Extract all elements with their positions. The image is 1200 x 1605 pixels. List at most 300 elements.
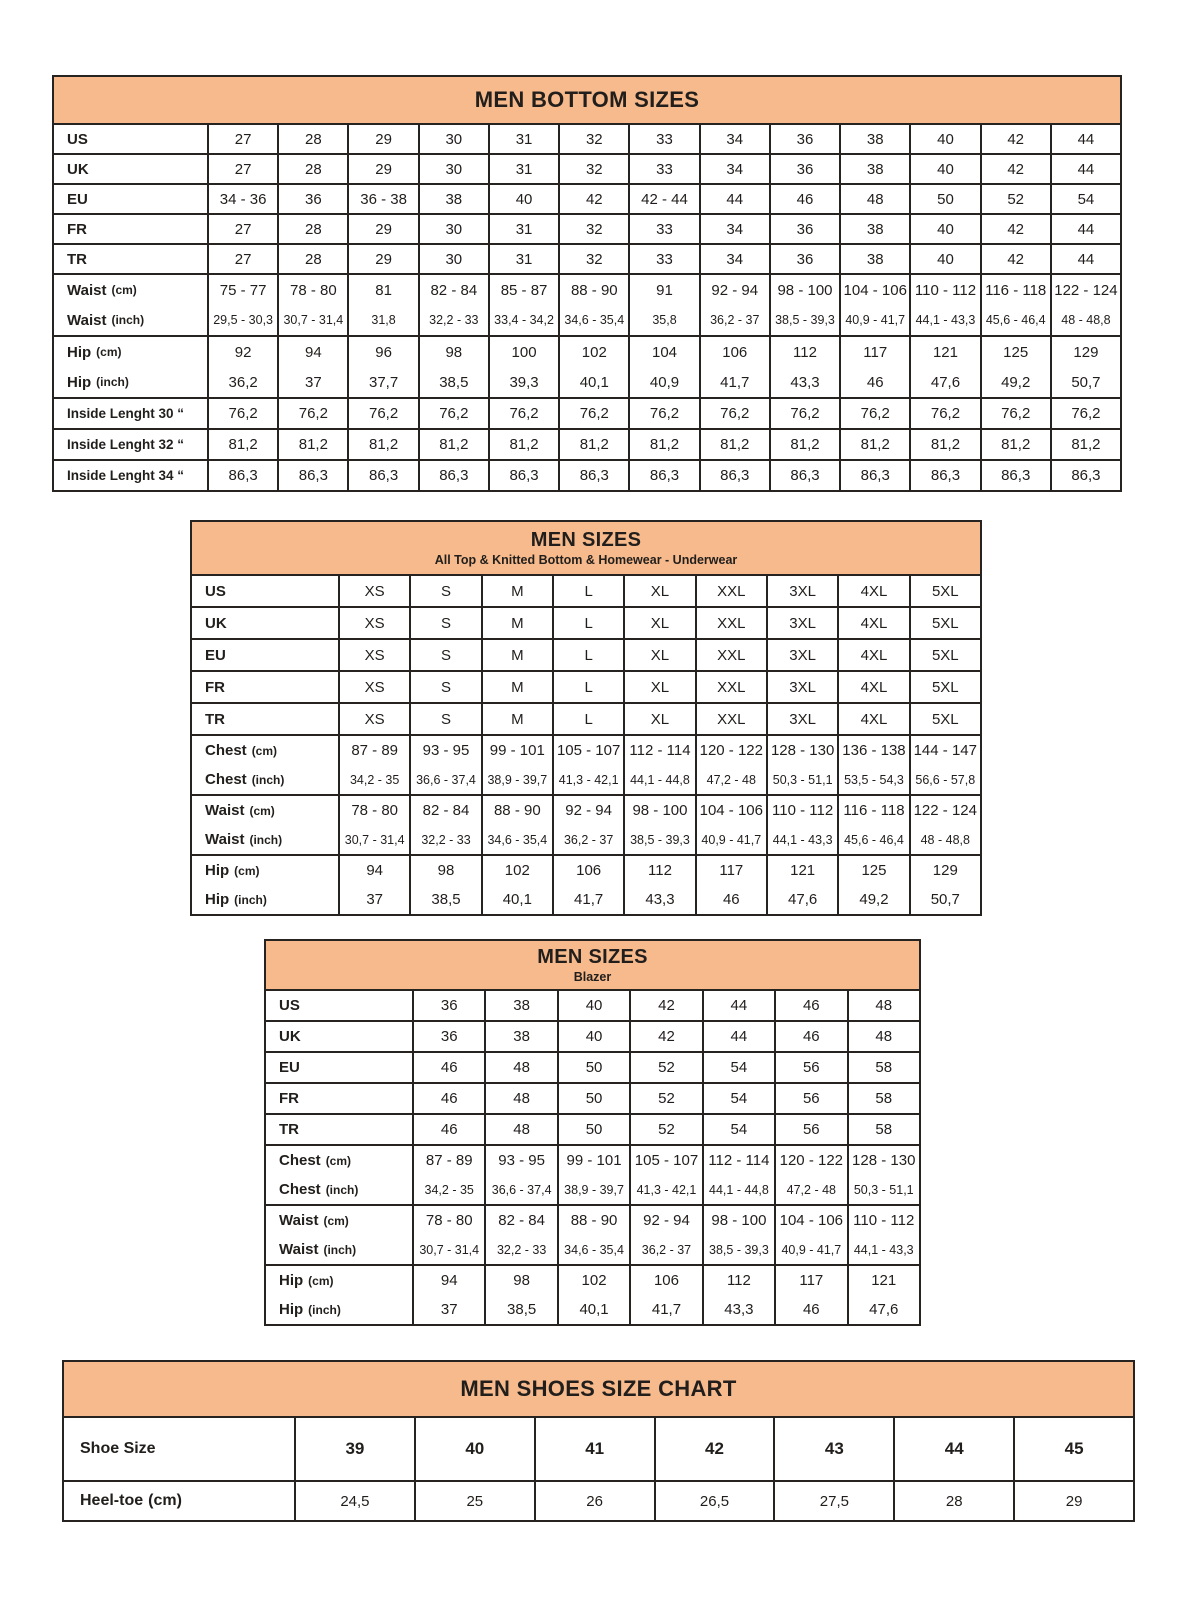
value-cell: 82 - 84 (484, 1206, 556, 1235)
label-unit: (cm) (325, 1153, 352, 1168)
value-cell: 25 (414, 1482, 534, 1520)
tr-row (266, 1115, 919, 1146)
value-cell: 28 (277, 245, 347, 273)
value-cell: 76,2 (277, 399, 347, 428)
value-cell: 48 (839, 185, 909, 213)
value-cell: 40,9 (628, 367, 698, 397)
value-cell: 31 (488, 125, 558, 153)
row-line (192, 704, 980, 734)
value-cell: 42 (980, 155, 1050, 183)
value-cell: 41,7 (629, 1295, 701, 1324)
row-line (192, 608, 980, 638)
value-cell: 30,7 - 31,4 (277, 305, 347, 335)
row-line (54, 305, 1120, 335)
value-cell: 44 (1050, 245, 1120, 273)
value-cell: 46 (774, 991, 846, 1020)
row-label (192, 576, 338, 606)
value-cell: 31,8 (347, 305, 417, 335)
value-cell: 36,2 - 37 (629, 1235, 701, 1264)
row-line (54, 275, 1120, 305)
value-cell: 78 - 80 (277, 275, 347, 305)
value-cell: 44 (699, 185, 769, 213)
hip-row (54, 337, 1120, 399)
men-bottom-sizes-table (52, 75, 1122, 492)
value-cell: XL (623, 640, 694, 670)
uk-row (266, 1022, 919, 1053)
value-cell: 40 (557, 991, 629, 1020)
row-label (192, 608, 338, 638)
value-cell: 26 (534, 1482, 654, 1520)
table-header (64, 1362, 1133, 1418)
value-cell: M (481, 640, 552, 670)
value-cell: 116 - 118 (980, 275, 1050, 305)
value-cell: 45 (1013, 1418, 1133, 1480)
hip-row (266, 1266, 919, 1324)
label-text: Inside Lenght 30 “ (67, 406, 185, 421)
value-cell: 37 (412, 1295, 484, 1324)
value-cell: 33 (628, 125, 698, 153)
value-cell: 48 (484, 1084, 556, 1113)
value-cell: 3XL (766, 704, 837, 734)
value-cell: 36 (769, 215, 839, 243)
value-cell: 31 (488, 155, 558, 183)
value-cell: 86,3 (418, 461, 488, 490)
value-cell: 49,2 (980, 367, 1050, 397)
value-cell: 112 - 114 (623, 736, 694, 765)
row-label (192, 856, 338, 885)
value-cell: 40 (909, 125, 979, 153)
value-cell: 42 - 44 (628, 185, 698, 213)
value-cell: 94 (412, 1266, 484, 1295)
tr-row (192, 704, 980, 736)
value-cell: 30 (418, 245, 488, 273)
value-cell: 40,9 - 41,7 (839, 305, 909, 335)
row-label (54, 275, 207, 305)
value-cell: 3XL (766, 672, 837, 702)
value-cell: 32 (558, 155, 628, 183)
value-cell: XXL (695, 704, 766, 734)
row-label (64, 1418, 294, 1480)
value-cell: 46 (774, 1022, 846, 1051)
label-unit: (inch) (325, 1182, 359, 1197)
value-cell: 42 (654, 1418, 774, 1480)
label-unit: (inch) (234, 892, 267, 907)
value-cell: 122 - 124 (909, 796, 980, 825)
value-cell: 29,5 - 30,3 (207, 305, 277, 335)
value-cell: 92 (207, 337, 277, 367)
value-cell: 86,3 (558, 461, 628, 490)
row-line (266, 1295, 919, 1324)
value-cell: 38,9 - 39,7 (557, 1175, 629, 1204)
value-cell: 112 (702, 1266, 774, 1295)
value-cell: 48 - 48,8 (909, 825, 980, 854)
row-line (64, 1482, 1133, 1520)
value-cell: XS (338, 608, 409, 638)
hip-row (192, 856, 980, 914)
value-cell: 117 (774, 1266, 846, 1295)
value-cell: 36 (412, 1022, 484, 1051)
value-cell: 58 (847, 1053, 919, 1082)
value-cell: 88 - 90 (557, 1206, 629, 1235)
label-unit: (cm) (96, 345, 122, 359)
value-cell: 33,4 - 34,2 (488, 305, 558, 335)
value-cell: 93 - 95 (409, 736, 480, 765)
row-line (266, 991, 919, 1020)
label-unit: (cm) (308, 1273, 334, 1288)
value-cell: 50,7 (1050, 367, 1120, 397)
men-sizes-tops-table (190, 520, 982, 916)
value-cell: 41 (534, 1418, 654, 1480)
value-cell: 106 (552, 856, 623, 885)
value-cell: 33 (628, 155, 698, 183)
value-cell: 100 (488, 337, 558, 367)
value-cell: 81,2 (207, 430, 277, 459)
value-cell: 4XL (837, 640, 908, 670)
row-line (266, 1022, 919, 1051)
men-sizes-blazer-table (264, 939, 921, 1326)
table-header (54, 77, 1120, 125)
value-cell: 117 (839, 337, 909, 367)
value-cell: 40 (488, 185, 558, 213)
value-cell: 34,6 - 35,4 (481, 825, 552, 854)
value-cell: 125 (837, 856, 908, 885)
value-cell: 98 (418, 337, 488, 367)
value-cell: 128 - 130 (766, 736, 837, 765)
label-text: UK (67, 160, 89, 178)
value-cell: 39,3 (488, 367, 558, 397)
value-cell: 45,6 - 46,4 (980, 305, 1050, 335)
value-cell: 106 (629, 1266, 701, 1295)
value-cell: 44 (1050, 155, 1120, 183)
value-cell: 56,6 - 57,8 (909, 765, 980, 794)
value-cell: 40,1 (481, 885, 552, 914)
value-cell: 38 (484, 991, 556, 1020)
value-cell: 86,3 (769, 461, 839, 490)
value-cell: 41,3 - 42,1 (552, 765, 623, 794)
value-cell: 88 - 90 (558, 275, 628, 305)
value-cell: 76,2 (769, 399, 839, 428)
us-row (54, 125, 1120, 155)
value-cell: 76,2 (909, 399, 979, 428)
value-cell: XS (338, 672, 409, 702)
chest-row (192, 736, 980, 796)
value-cell: 44 (702, 1022, 774, 1051)
value-cell: 38 (839, 245, 909, 273)
value-cell: 42 (980, 245, 1050, 273)
value-cell: 86,3 (207, 461, 277, 490)
label-unit: (cm) (251, 743, 278, 758)
value-cell: M (481, 672, 552, 702)
value-cell: 50 (557, 1053, 629, 1082)
value-cell: 24,5 (294, 1482, 414, 1520)
value-cell: 44,1 - 43,3 (766, 825, 837, 854)
label-unit: (cm) (111, 283, 137, 297)
value-cell: 81,2 (980, 430, 1050, 459)
value-cell: 99 - 101 (557, 1146, 629, 1175)
value-cell: 136 - 138 (837, 736, 908, 765)
value-cell: 43,3 (623, 885, 694, 914)
value-cell: 28 (893, 1482, 1013, 1520)
label-text: UK (205, 614, 227, 632)
value-cell: 37,7 (347, 367, 417, 397)
value-cell: 36,2 - 37 (552, 825, 623, 854)
inside-lenght-32-row (54, 430, 1120, 461)
label-unit: (inch) (308, 1302, 341, 1317)
label-unit: (inch) (323, 1242, 357, 1257)
value-cell: 94 (277, 337, 347, 367)
value-cell: 76,2 (1050, 399, 1120, 428)
row-line (54, 367, 1120, 397)
value-cell: 38 (839, 125, 909, 153)
value-cell: 81,2 (277, 430, 347, 459)
value-cell: 41,7 (699, 367, 769, 397)
value-cell: 129 (1050, 337, 1120, 367)
label-text: TR (67, 250, 87, 268)
label-unit: (inch) (249, 832, 283, 847)
label-text: US (205, 582, 226, 600)
value-cell: 94 (338, 856, 409, 885)
value-cell: 50 (557, 1115, 629, 1144)
value-cell: 43 (773, 1418, 893, 1480)
eu-row (266, 1053, 919, 1084)
label-unit: (inch) (251, 772, 285, 787)
label-text: UK (279, 1028, 301, 1045)
value-cell: 3XL (766, 576, 837, 606)
value-cell: 81,2 (558, 430, 628, 459)
label-text: Hip (205, 862, 230, 879)
value-cell: 36,6 - 37,4 (484, 1175, 556, 1204)
value-cell: 38 (484, 1022, 556, 1051)
row-label (54, 367, 207, 397)
value-cell: 48 (847, 1022, 919, 1051)
value-cell: 48 (484, 1053, 556, 1082)
value-cell: 47,6 (909, 367, 979, 397)
value-cell: 116 - 118 (837, 796, 908, 825)
value-cell: 86,3 (699, 461, 769, 490)
value-cell: 121 (766, 856, 837, 885)
row-label (192, 736, 338, 765)
value-cell: 78 - 80 (338, 796, 409, 825)
value-cell: 122 - 124 (1050, 275, 1120, 305)
row-label (54, 461, 207, 490)
value-cell: 125 (980, 337, 1050, 367)
value-cell: 46 (412, 1115, 484, 1144)
value-cell: 104 - 106 (695, 796, 766, 825)
value-cell: 38,5 (484, 1295, 556, 1324)
value-cell: 38 (418, 185, 488, 213)
row-line (54, 245, 1120, 273)
value-cell: 81 (347, 275, 417, 305)
value-cell: 50,3 - 51,1 (766, 765, 837, 794)
value-cell: 34 (699, 125, 769, 153)
table-title: MEN SIZES (537, 945, 648, 968)
value-cell: 106 (699, 337, 769, 367)
value-cell: 99 - 101 (481, 736, 552, 765)
value-cell: 76,2 (980, 399, 1050, 428)
value-cell: 47,2 - 48 (774, 1175, 846, 1204)
row-line (192, 796, 980, 825)
row-label (54, 185, 207, 213)
value-cell: 35,8 (628, 305, 698, 335)
row-line (54, 185, 1120, 213)
value-cell: 38,9 - 39,7 (481, 765, 552, 794)
value-cell: 88 - 90 (481, 796, 552, 825)
value-cell: 91 (628, 275, 698, 305)
value-cell: 46 (412, 1053, 484, 1082)
row-line (266, 1053, 919, 1082)
value-cell: 32,2 - 33 (418, 305, 488, 335)
value-cell: 45,6 - 46,4 (837, 825, 908, 854)
table-header (266, 941, 919, 991)
value-cell: 3XL (766, 640, 837, 670)
inside-lenght-30-row (54, 399, 1120, 430)
value-cell: 46 (839, 367, 909, 397)
value-cell: 34 - 36 (207, 185, 277, 213)
waist-row (192, 796, 980, 856)
value-cell: 81,2 (839, 430, 909, 459)
value-cell: 34,6 - 35,4 (558, 305, 628, 335)
value-cell: 121 (847, 1266, 919, 1295)
us-row (192, 576, 980, 608)
value-cell: 4XL (837, 608, 908, 638)
value-cell: 98 - 100 (702, 1206, 774, 1235)
value-cell: S (409, 640, 480, 670)
value-cell: 32,2 - 33 (409, 825, 480, 854)
value-cell: 38,5 (418, 367, 488, 397)
value-cell: 47,2 - 48 (695, 765, 766, 794)
value-cell: L (552, 640, 623, 670)
row-line (266, 1115, 919, 1144)
value-cell: L (552, 704, 623, 734)
value-cell: 76,2 (699, 399, 769, 428)
value-cell: 29 (347, 245, 417, 273)
value-cell: 102 (557, 1266, 629, 1295)
chest-row (266, 1146, 919, 1206)
uk-row (54, 155, 1120, 185)
value-cell: 38,5 - 39,3 (702, 1235, 774, 1264)
value-cell: 30 (418, 125, 488, 153)
label-text: Shoe Size (80, 1440, 156, 1457)
value-cell: 144 - 147 (909, 736, 980, 765)
value-cell: XS (338, 576, 409, 606)
value-cell: 44,1 - 44,8 (702, 1175, 774, 1204)
table-subtitle: All Top & Knitted Bottom & Homewear - Underwear (434, 552, 738, 567)
value-cell: 40 (909, 215, 979, 243)
value-cell: 46 (769, 185, 839, 213)
row-label (266, 1175, 412, 1204)
value-cell: 40 (557, 1022, 629, 1051)
row-label (266, 1084, 412, 1113)
value-cell: 27 (207, 215, 277, 243)
heel-toe-row (64, 1482, 1133, 1520)
value-cell: 50,3 - 51,1 (847, 1175, 919, 1204)
value-cell: 33 (628, 245, 698, 273)
value-cell: 44 (893, 1418, 1013, 1480)
value-cell: 110 - 112 (909, 275, 979, 305)
value-cell: XL (623, 576, 694, 606)
value-cell: 53,5 - 54,3 (837, 765, 908, 794)
inside-lenght-34-row (54, 461, 1120, 490)
label-unit: (cm) (148, 1492, 182, 1509)
value-cell: 32 (558, 245, 628, 273)
value-cell: 56 (774, 1053, 846, 1082)
value-cell: 92 - 94 (552, 796, 623, 825)
row-line (54, 155, 1120, 183)
row-label (266, 991, 412, 1020)
label-text: EU (279, 1059, 300, 1076)
value-cell: 56 (774, 1084, 846, 1113)
value-cell: XXL (695, 640, 766, 670)
label-unit: (cm) (234, 863, 260, 878)
row-line (266, 1175, 919, 1204)
row-label (266, 1206, 412, 1235)
value-cell: 86,3 (347, 461, 417, 490)
value-cell: 34,2 - 35 (412, 1175, 484, 1204)
value-cell: 46 (774, 1295, 846, 1324)
value-cell: 47,6 (766, 885, 837, 914)
table-subtitle: Blazer (573, 969, 612, 984)
row-line (54, 337, 1120, 367)
label-text: Chest (279, 1181, 321, 1198)
value-cell: 30,7 - 31,4 (338, 825, 409, 854)
value-cell: 31 (488, 245, 558, 273)
value-cell: 37 (338, 885, 409, 914)
value-cell: 36 - 38 (347, 185, 417, 213)
value-cell: 34,2 - 35 (338, 765, 409, 794)
row-label (54, 215, 207, 243)
value-cell: 34,6 - 35,4 (557, 1235, 629, 1264)
value-cell: 48 (484, 1115, 556, 1144)
value-cell: 86,3 (1050, 461, 1120, 490)
value-cell: XS (338, 640, 409, 670)
row-line (54, 399, 1120, 428)
value-cell: 36 (277, 185, 347, 213)
row-line (192, 856, 980, 885)
value-cell: 76,2 (839, 399, 909, 428)
value-cell: 87 - 89 (412, 1146, 484, 1175)
row-label (54, 430, 207, 459)
value-cell: 112 (769, 337, 839, 367)
fr-row (54, 215, 1120, 245)
row-line (192, 576, 980, 606)
value-cell: 54 (702, 1084, 774, 1113)
fr-row (266, 1084, 919, 1115)
value-cell: M (481, 576, 552, 606)
value-cell: 28 (277, 125, 347, 153)
value-cell: 46 (695, 885, 766, 914)
row-line (266, 1235, 919, 1264)
value-cell: 34 (699, 215, 769, 243)
value-cell: 27,5 (773, 1482, 893, 1520)
value-cell: 29 (347, 215, 417, 243)
value-cell: 87 - 89 (338, 736, 409, 765)
value-cell: 102 (558, 337, 628, 367)
value-cell: 50 (557, 1084, 629, 1113)
value-cell: 32 (558, 215, 628, 243)
label-text: Hip (205, 891, 230, 908)
value-cell: 38 (839, 155, 909, 183)
row-label (54, 155, 207, 183)
value-cell: 86,3 (980, 461, 1050, 490)
value-cell: 40,1 (557, 1295, 629, 1324)
value-cell: 86,3 (628, 461, 698, 490)
label-text: Waist (279, 1212, 319, 1229)
value-cell: 121 (909, 337, 979, 367)
value-cell: 48 - 48,8 (1050, 305, 1120, 335)
value-cell: 76,2 (418, 399, 488, 428)
value-cell: 54 (702, 1053, 774, 1082)
value-cell: 105 - 107 (629, 1146, 701, 1175)
